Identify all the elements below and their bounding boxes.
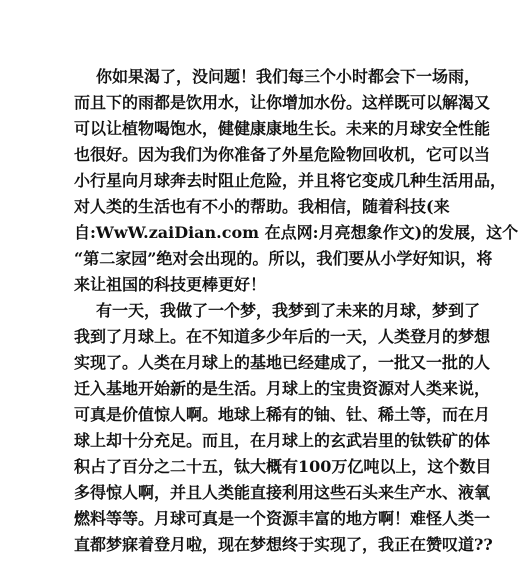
- text-line: 燃料等等。月球可真是一个资源丰富的地方啊！难怪人类一: [74, 509, 491, 528]
- paragraph-1: [74, 64, 518, 298]
- text-line: 可以让植物喝饱水，健健康康地生长。未来的月球安全性能: [74, 119, 491, 138]
- text-line: 你如果渴了，没问题！我们每三个小时都会下一场雨，: [96, 67, 481, 86]
- text-line: 自:WwW.zaiDian.com 在点网:月亮想象作文)的发展，这个: [74, 223, 518, 242]
- text-line: 球上却十分充足。而且，在月球上的玄武岩里的钛铁矿的体: [74, 431, 491, 450]
- text-line: 有一天，我做了一个梦，我梦到了未来的月球，梦到了: [96, 301, 481, 320]
- text-line: 实现了。人类在月球上的基地已经建成了，一批又一批的人: [74, 353, 491, 372]
- text-line: 也很好。因为我们为你准备了外星危险物回收机，它可以当: [74, 145, 491, 164]
- text-line: 小行星向月球奔去时阻止危险，并且将它变成几种生活用品，: [74, 171, 507, 190]
- text-line: 来让祖国的科技更棒更好！: [74, 275, 267, 294]
- text-line: 我到了月球上。在不知道多少年后的一天，人类登月的梦想: [74, 327, 491, 346]
- text-line: 迁入基地开始新的是生活。月球上的宝贵资源对人类来说，: [74, 379, 491, 398]
- text-line: 多得惊人啊，并且人类能直接利用这些石头来生产水、液氧: [74, 483, 491, 502]
- text-line: 积占了百分之二十五，钛大概有100万亿吨以上，这个数目: [74, 457, 492, 476]
- text-line: “第二家园”绝对会出现的。所以，我们要从小学好知识，将: [74, 249, 493, 268]
- text-line: 对人类的生活也有不小的帮助。我相信，随着科技(来: [74, 197, 450, 216]
- text-line: 而且下的雨都是饮用水，让你增加水份。这样既可以解渴又: [74, 93, 491, 112]
- text-line: 直都梦寐着登月啦，现在梦想终于实现了，我正在赞叹道??: [74, 535, 493, 554]
- text-line: 可真是价值惊人啊。地球上稀有的铀、钍、稀土等，而在月: [74, 405, 491, 424]
- paragraph-2: [74, 298, 493, 558]
